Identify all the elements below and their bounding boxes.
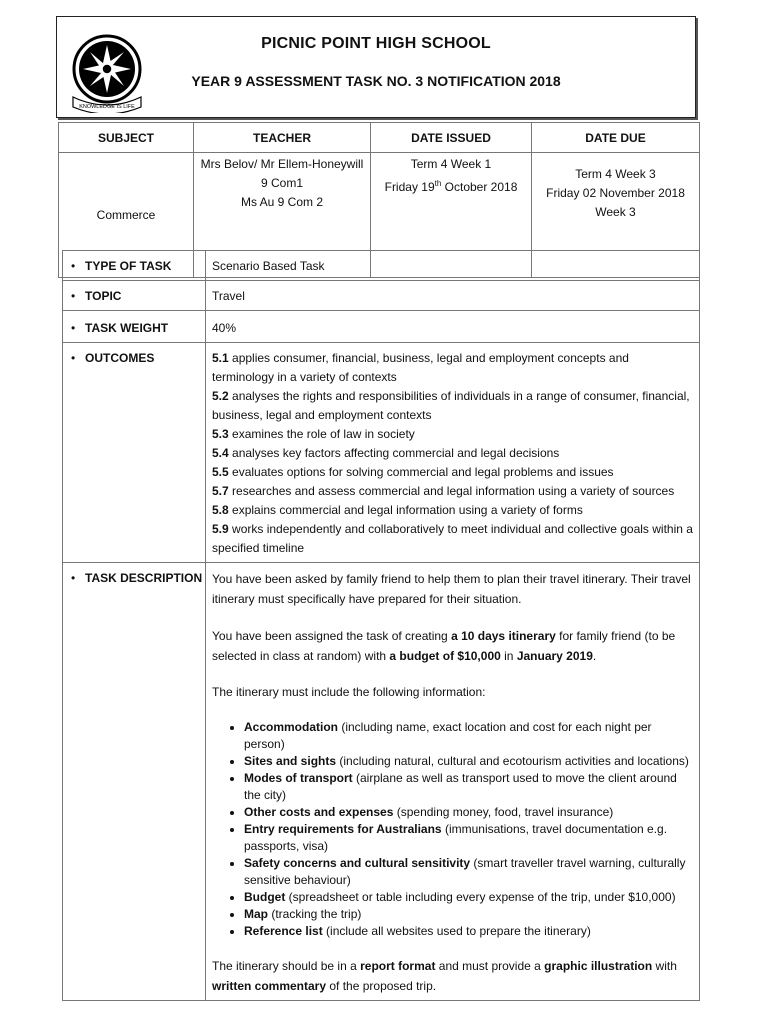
outcomes-label: • OUTCOMES xyxy=(63,343,206,563)
school-name: PICNIC POINT HIGH SCHOOL xyxy=(261,35,491,52)
due-term: Term 4 Week 3 xyxy=(575,167,656,181)
teacher-line: Ms Au 9 Com 2 xyxy=(240,195,324,209)
header-date-due: DATE DUE xyxy=(532,123,700,153)
due-date: Friday 02 November 2018 xyxy=(546,186,685,200)
description-paragraph: The itinerary should be in a report format and must provide a graphic illustration with written commentary of the proposed trip. xyxy=(212,959,677,993)
due-week: Week 3 xyxy=(595,205,636,219)
teacher-line: Mrs Belov/ Mr Ellem-Honeywill xyxy=(200,157,364,171)
topic-label: • TOPIC xyxy=(63,281,206,311)
task-description-row xyxy=(63,563,700,1001)
description-paragraph: You have been assigned the task of creating a 10 days itinerary for family friend (to be selected in class at random) with a budget of $10,000 in January 2019. xyxy=(212,629,676,663)
topic-row xyxy=(63,281,700,311)
outcomes-row xyxy=(63,343,700,563)
header-subject: SUBJECT xyxy=(59,123,194,153)
topic-value: Travel xyxy=(206,281,700,311)
description-paragraph: You have been asked by family friend to help them to plan their travel itinerary. Their travel itinerary must specifically have prepared for their situation. xyxy=(212,572,691,606)
info-header-row xyxy=(59,123,700,153)
header-teacher: TEACHER xyxy=(194,123,371,153)
issued-date: Friday 19th October 2018 xyxy=(384,179,518,194)
itinerary-requirements-list xyxy=(212,719,693,940)
task-description-label: • TASK DESCRIPTION xyxy=(63,563,206,1001)
outcome-item: 5.9 works independently and collaboratively to meet individual and collective goals within a specified timeline xyxy=(212,522,693,555)
outcomes-list xyxy=(206,343,700,563)
logo-motto: KNOWLEDGE IS LIFE xyxy=(79,104,135,110)
description-paragraph: The itinerary must include the following information: xyxy=(212,685,486,699)
subject-value: Commerce xyxy=(96,207,156,222)
type-of-task-row xyxy=(63,251,700,281)
document-header xyxy=(56,16,696,118)
list-item: • Accommodation (including name, exact location and cost for each night per person) xyxy=(244,719,693,753)
outcome-item: 5.2 analyses the rights and responsibilities of individuals in a range of consumer, financial, business, legal and employment contexts xyxy=(212,389,690,422)
list-item: • Other costs and expenses (spending money, food, travel insurance) xyxy=(244,804,693,821)
outcome-item: 5.5 evaluates options for solving commercial and legal problems and issues xyxy=(212,465,614,479)
outcome-item: 5.1 applies consumer, financial, business, legal and employment concepts and terminology in a variety of contexts xyxy=(212,351,629,384)
task-weight-row xyxy=(63,311,700,343)
task-details-table xyxy=(62,250,700,1001)
teacher-line: 9 Com1 xyxy=(260,176,304,190)
list-item: • Modes of transport (airplane as well as transport used to move the client around the city) xyxy=(244,770,693,804)
list-item: • Reference list (include all websites used to prepare the itinerary) xyxy=(244,923,693,940)
list-item: • Map (tracking the trip) xyxy=(244,906,693,923)
task-weight-value: 40% xyxy=(206,311,700,343)
task-description xyxy=(206,563,700,1001)
header-date-issued: DATE ISSUED xyxy=(371,123,532,153)
type-of-task-value: Scenario Based Task xyxy=(206,251,700,281)
list-item: • Safety concerns and cultural sensitivity (smart traveller travel warning, culturally sensitive behaviour) xyxy=(244,855,693,889)
outcome-item: 5.7 researches and assess commercial and legal information using a variety of sources xyxy=(212,484,675,498)
outcome-item: 5.3 examines the role of law in society xyxy=(212,427,415,441)
notification-title: YEAR 9 ASSESSMENT TASK NO. 3 NOTIFICATION 2018 xyxy=(191,73,561,89)
type-of-task-label: • TYPE OF TASK xyxy=(63,251,206,281)
issued-term: Term 4 Week 1 xyxy=(410,157,492,171)
outcome-item: 5.4 analyses key factors affecting commercial and legal decisions xyxy=(212,446,560,460)
outcome-item: 5.8 explains commercial and legal information using a variety of forms xyxy=(212,503,583,517)
list-item: • Budget (spreadsheet or table including every expense of the trip, under $10,000) xyxy=(244,889,693,906)
task-weight-label: • TASK WEIGHT xyxy=(63,311,206,343)
list-item: • Sites and sights (including natural, cultural and ecotourism activities and locations) xyxy=(244,753,693,770)
list-item: • Entry requirements for Australians (immunisations, travel documentation e.g. passports, visa) xyxy=(244,821,693,855)
